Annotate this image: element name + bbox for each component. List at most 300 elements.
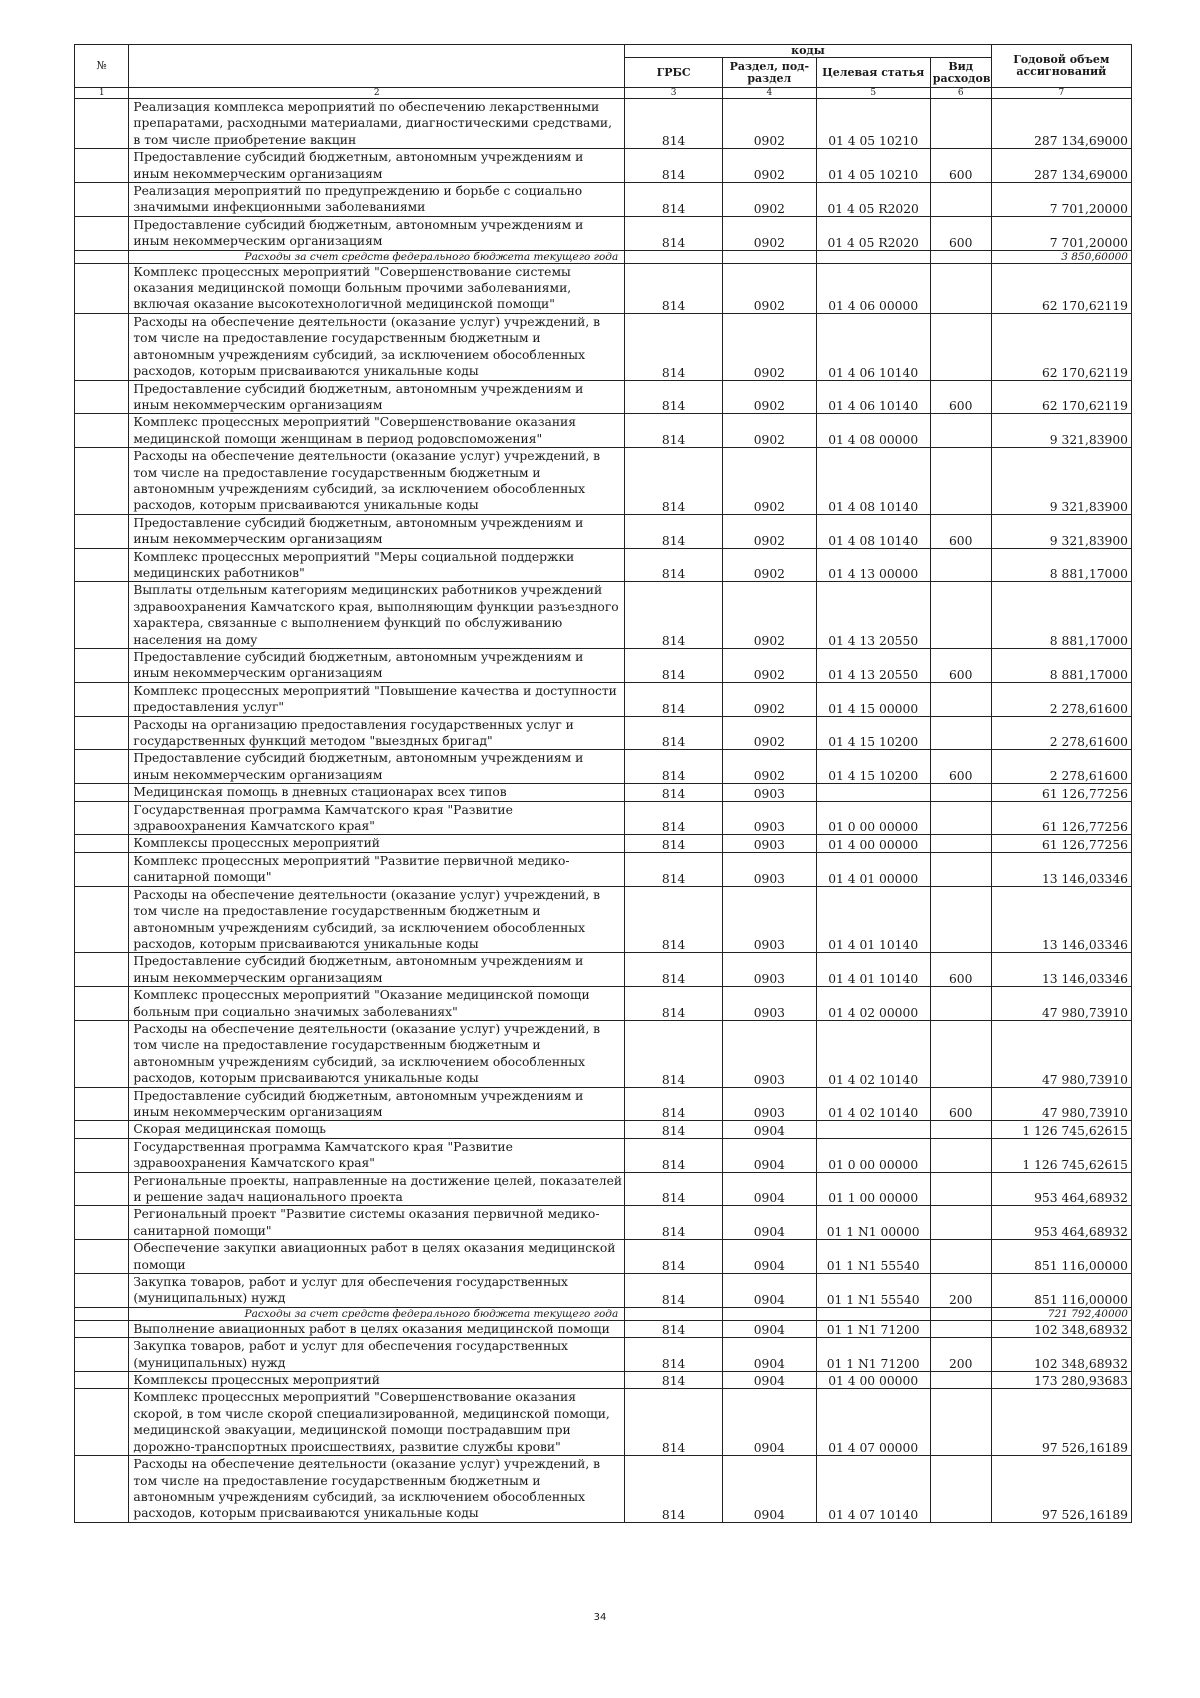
row-amount: 721 792,40000 (991, 1307, 1131, 1320)
row-kind (930, 1138, 991, 1172)
col-target-header: Целевая статья (816, 58, 930, 88)
row-description: Предоставление субсидий бюджетным, автономным учреждениям и иным некоммерческим организациям (129, 953, 625, 987)
row-kind (930, 1020, 991, 1087)
row-amount: 9 321,83900 (991, 514, 1131, 548)
row-target: 01 4 06 10140 (816, 313, 930, 380)
row-grbs: 814 (625, 313, 723, 380)
row-number-cell (75, 750, 129, 784)
row-section: 0902 (723, 649, 817, 683)
row-kind: 600 (930, 149, 991, 183)
row-grbs: 814 (625, 1372, 723, 1389)
row-target (816, 1121, 930, 1138)
table-row (75, 263, 1132, 313)
row-target: 01 4 13 20550 (816, 582, 930, 649)
row-number-cell (75, 801, 129, 835)
row-target: 01 4 07 00000 (816, 1389, 930, 1456)
row-target: 01 0 00 00000 (816, 801, 930, 835)
row-grbs: 814 (625, 1240, 723, 1274)
table-row (75, 1320, 1132, 1337)
table-row (75, 1372, 1132, 1389)
row-number-cell (75, 682, 129, 716)
row-amount: 61 126,77256 (991, 784, 1131, 801)
row-number-cell (75, 1372, 129, 1389)
table-row (75, 1274, 1132, 1308)
row-grbs: 814 (625, 380, 723, 414)
table-row (75, 886, 1132, 953)
table-row (75, 514, 1132, 548)
row-number-cell (75, 548, 129, 582)
row-section: 0903 (723, 801, 817, 835)
row-amount: 953 464,68932 (991, 1172, 1131, 1206)
row-amount: 62 170,62119 (991, 263, 1131, 313)
row-grbs: 814 (625, 1020, 723, 1087)
table-row (75, 1020, 1132, 1087)
row-amount: 8 881,17000 (991, 582, 1131, 649)
table-row (75, 1456, 1132, 1523)
row-grbs: 814 (625, 414, 723, 448)
row-section: 0902 (723, 548, 817, 582)
col-annual-header: Годовой объем ассигнований (991, 45, 1131, 88)
row-kind: 600 (930, 216, 991, 250)
row-kind: 600 (930, 649, 991, 683)
table-row (75, 1389, 1132, 1456)
row-number-cell (75, 380, 129, 414)
row-description: Региональный проект "Развитие системы оказания первичной медико-санитарной помощи" (129, 1206, 625, 1240)
row-number-cell (75, 1456, 129, 1523)
row-target: 01 4 08 10140 (816, 448, 930, 515)
row-description: Комплекс процессных мероприятий "Развитие первичной медико-санитарной помощи" (129, 852, 625, 886)
row-grbs: 814 (625, 216, 723, 250)
row-amount: 953 464,68932 (991, 1206, 1131, 1240)
row-section: 0902 (723, 263, 817, 313)
row-description: Выплаты отдельным категориям медицинских работников учреждений здравоохранения Камчатского края, выполняющим функции разъездного характера, связанные с выполнением функций по обслуживанию населения на дому (129, 582, 625, 649)
row-amount: 102 348,68932 (991, 1320, 1131, 1337)
row-description: Расходы за счет средств федерального бюджета текущего года (129, 250, 625, 263)
row-number-cell (75, 514, 129, 548)
row-grbs: 814 (625, 750, 723, 784)
row-number-cell (75, 835, 129, 852)
row-kind (930, 1307, 991, 1320)
row-number-cell (75, 582, 129, 649)
row-description: Предоставление субсидий бюджетным, автономным учреждениям и иным некоммерческим организациям (129, 216, 625, 250)
row-description: Реализация мероприятий по предупреждению и борьбе с социально значимыми инфекционными заболеваниями (129, 183, 625, 217)
row-number-cell (75, 784, 129, 801)
row-section: 0903 (723, 852, 817, 886)
row-kind: 600 (930, 1087, 991, 1121)
row-kind (930, 263, 991, 313)
row-description: Расходы на обеспечение деятельности (оказание услуг) учреждений, в том числе на предоставление государственным бюджетным и автономным учреждениям субсидий, за исключением обособленных расходов, которым присваиваются уникальные коды (129, 313, 625, 380)
row-section: 0904 (723, 1138, 817, 1172)
row-kind: 600 (930, 514, 991, 548)
row-grbs: 814 (625, 1274, 723, 1308)
row-kind (930, 1389, 991, 1456)
row-description: Предоставление субсидий бюджетным, автономным учреждениям и иным некоммерческим организациям (129, 514, 625, 548)
row-section: 0903 (723, 1087, 817, 1121)
row-section: 0904 (723, 1338, 817, 1372)
row-target: 01 1 N1 71200 (816, 1338, 930, 1372)
row-number-cell (75, 99, 129, 149)
budget-table (74, 44, 1132, 1523)
row-amount: 3 850,60000 (991, 250, 1131, 263)
row-number-cell (75, 263, 129, 313)
table-row (75, 1240, 1132, 1274)
row-target: 01 4 05 R2020 (816, 183, 930, 217)
row-grbs: 814 (625, 1172, 723, 1206)
row-target (816, 784, 930, 801)
row-grbs: 814 (625, 448, 723, 515)
row-number-cell (75, 1206, 129, 1240)
table-row (75, 682, 1132, 716)
row-amount: 47 980,73910 (991, 1020, 1131, 1087)
row-description: Комплексы процессных мероприятий (129, 835, 625, 852)
row-grbs: 814 (625, 514, 723, 548)
col-section-header: Раздел, под-раздел (723, 58, 817, 88)
row-target: 01 4 08 00000 (816, 414, 930, 448)
row-grbs: 814 (625, 183, 723, 217)
row-grbs: 814 (625, 649, 723, 683)
row-description: Предоставление субсидий бюджетным, автономным учреждениям и иным некоммерческим организациям (129, 649, 625, 683)
budget-table-sheet (74, 44, 1132, 1523)
row-kind (930, 784, 991, 801)
row-grbs: 814 (625, 582, 723, 649)
row-section: 0902 (723, 149, 817, 183)
row-grbs: 814 (625, 1206, 723, 1240)
row-grbs: 814 (625, 953, 723, 987)
row-amount: 62 170,62119 (991, 380, 1131, 414)
row-grbs: 814 (625, 987, 723, 1021)
row-amount: 62 170,62119 (991, 313, 1131, 380)
row-number-cell (75, 1389, 129, 1456)
row-section: 0903 (723, 1020, 817, 1087)
col-number-7: 7 (991, 88, 1131, 99)
row-description: Региональные проекты, направленные на достижение целей, показателей и решение задач национального проекта (129, 1172, 625, 1206)
row-number-cell (75, 1338, 129, 1372)
row-kind (930, 1320, 991, 1337)
col-number-2: 2 (129, 88, 625, 99)
row-grbs: 814 (625, 1320, 723, 1337)
row-number-cell (75, 448, 129, 515)
row-section (723, 1307, 817, 1320)
row-target: 01 4 00 00000 (816, 1372, 930, 1389)
row-grbs: 814 (625, 548, 723, 582)
row-description: Комплексы процессных мероприятий (129, 1372, 625, 1389)
col-desc-header (129, 45, 625, 88)
row-section (723, 250, 817, 263)
row-number-cell (75, 886, 129, 953)
page-number: 34 (593, 1612, 607, 1623)
row-number-cell (75, 414, 129, 448)
row-section: 0904 (723, 1121, 817, 1138)
row-kind (930, 801, 991, 835)
row-target: 01 4 01 10140 (816, 953, 930, 987)
row-amount: 851 116,00000 (991, 1274, 1131, 1308)
row-kind (930, 548, 991, 582)
row-target: 01 4 06 00000 (816, 263, 930, 313)
row-grbs: 814 (625, 784, 723, 801)
row-description: Расходы на обеспечение деятельности (оказание услуг) учреждений, в том числе на предоставление государственным бюджетным и автономным учреждениям субсидий, за исключением обособленных расходов, которым присваиваются уникальные коды (129, 1020, 625, 1087)
row-kind (930, 1456, 991, 1523)
row-grbs: 814 (625, 852, 723, 886)
row-section: 0902 (723, 448, 817, 515)
row-section: 0904 (723, 1240, 817, 1274)
row-description: Предоставление субсидий бюджетным, автономным учреждениям и иным некоммерческим организациям (129, 750, 625, 784)
row-amount: 97 526,16189 (991, 1389, 1131, 1456)
row-amount: 1 126 745,62615 (991, 1121, 1131, 1138)
row-section: 0904 (723, 1389, 817, 1456)
row-target: 01 4 15 10200 (816, 750, 930, 784)
row-kind (930, 414, 991, 448)
row-kind (930, 987, 991, 1021)
table-row (75, 380, 1132, 414)
row-section: 0902 (723, 99, 817, 149)
row-description: Комплекс процессных мероприятий "Совершенствование оказания скорой, в том числе скорой специализированной, медицинской помощи, медицинской эвакуации, медицинской помощи пострадавшим при дорожно-транспортных происшествиях, развитие службы крови" (129, 1389, 625, 1456)
row-target: 01 4 06 10140 (816, 380, 930, 414)
row-grbs: 814 (625, 886, 723, 953)
row-target: 01 4 05 10210 (816, 149, 930, 183)
row-section: 0903 (723, 886, 817, 953)
row-section: 0904 (723, 1320, 817, 1337)
row-target: 01 4 13 20550 (816, 649, 930, 683)
row-grbs: 814 (625, 1087, 723, 1121)
row-section: 0902 (723, 582, 817, 649)
row-number-cell (75, 250, 129, 263)
row-section: 0904 (723, 1172, 817, 1206)
row-amount: 9 321,83900 (991, 448, 1131, 515)
federal-budget-row (75, 250, 1132, 263)
row-description: Закупка товаров, работ и услуг для обеспечения государственных (муниципальных) нужд (129, 1338, 625, 1372)
row-kind (930, 886, 991, 953)
row-grbs: 814 (625, 716, 723, 750)
row-target: 01 4 08 10140 (816, 514, 930, 548)
row-description: Комплекс процессных мероприятий "Повышение качества и доступности предоставления услуг" (129, 682, 625, 716)
row-amount: 851 116,00000 (991, 1240, 1131, 1274)
row-amount: 97 526,16189 (991, 1456, 1131, 1523)
row-target: 01 4 01 10140 (816, 886, 930, 953)
row-grbs: 814 (625, 1389, 723, 1456)
row-amount: 173 280,93683 (991, 1372, 1131, 1389)
row-grbs: 814 (625, 682, 723, 716)
row-amount: 61 126,77256 (991, 801, 1131, 835)
row-kind (930, 183, 991, 217)
row-target (816, 250, 930, 263)
row-kind (930, 716, 991, 750)
col-number-5: 5 (816, 88, 930, 99)
table-row (75, 835, 1132, 852)
row-target: 01 4 02 10140 (816, 1087, 930, 1121)
row-amount: 7 701,20000 (991, 183, 1131, 217)
row-section: 0902 (723, 313, 817, 380)
row-description: Комплекс процессных мероприятий "Оказание медицинской помощи больным при социально значимых заболеваниях" (129, 987, 625, 1021)
row-section: 0904 (723, 1274, 817, 1308)
row-kind (930, 835, 991, 852)
row-target: 01 4 00 00000 (816, 835, 930, 852)
col-number-4: 4 (723, 88, 817, 99)
col-kind-header: Вид расходов (930, 58, 991, 88)
row-number-cell (75, 1240, 129, 1274)
table-row (75, 852, 1132, 886)
table-row (75, 1338, 1132, 1372)
row-section: 0904 (723, 1456, 817, 1523)
table-row (75, 1138, 1132, 1172)
row-target: 01 4 05 R2020 (816, 216, 930, 250)
col-number-6: 6 (930, 88, 991, 99)
table-row (75, 1206, 1132, 1240)
table-row (75, 216, 1132, 250)
row-kind (930, 448, 991, 515)
row-section: 0902 (723, 414, 817, 448)
col-number-1: 1 (75, 88, 129, 99)
col-no-header: № (75, 45, 129, 88)
row-amount: 102 348,68932 (991, 1338, 1131, 1372)
row-number-cell (75, 1172, 129, 1206)
row-number-cell (75, 1307, 129, 1320)
row-section: 0903 (723, 784, 817, 801)
row-amount: 8 881,17000 (991, 548, 1131, 582)
row-number-cell (75, 953, 129, 987)
row-description: Комплекс процессных мероприятий "Совершенствование оказания медицинской помощи женщинам в период родовспоможения" (129, 414, 625, 448)
row-amount: 61 126,77256 (991, 835, 1131, 852)
row-section: 0902 (723, 216, 817, 250)
row-grbs: 814 (625, 801, 723, 835)
row-amount: 2 278,61600 (991, 750, 1131, 784)
row-target: 01 1 N1 55540 (816, 1240, 930, 1274)
row-amount: 2 278,61600 (991, 682, 1131, 716)
codes-header: коды (625, 45, 991, 58)
row-amount: 9 321,83900 (991, 414, 1131, 448)
row-description: Расходы на организацию предоставления государственных услуг и государственных функций методом "выездных бригад" (129, 716, 625, 750)
row-section: 0902 (723, 750, 817, 784)
col-grbs-header: ГРБС (625, 58, 723, 88)
row-kind (930, 99, 991, 149)
row-kind (930, 313, 991, 380)
table-row (75, 548, 1132, 582)
row-number-cell (75, 852, 129, 886)
table-row (75, 649, 1132, 683)
row-amount: 287 134,69000 (991, 149, 1131, 183)
row-number-cell (75, 649, 129, 683)
row-number-cell (75, 716, 129, 750)
row-description: Выполнение авиационных работ в целях оказания медицинской помощи (129, 1320, 625, 1337)
row-target: 01 1 N1 55540 (816, 1274, 930, 1308)
row-kind: 600 (930, 380, 991, 414)
row-number-cell (75, 313, 129, 380)
row-grbs (625, 1307, 723, 1320)
row-grbs: 814 (625, 263, 723, 313)
row-amount: 13 146,03346 (991, 953, 1131, 987)
row-target: 01 1 00 00000 (816, 1172, 930, 1206)
row-number-cell (75, 1087, 129, 1121)
table-row (75, 582, 1132, 649)
table-row (75, 784, 1132, 801)
row-amount: 287 134,69000 (991, 99, 1131, 149)
row-target: 01 4 02 10140 (816, 1020, 930, 1087)
row-target: 01 4 15 00000 (816, 682, 930, 716)
row-number-cell (75, 216, 129, 250)
row-kind: 600 (930, 750, 991, 784)
table-row (75, 750, 1132, 784)
table-row (75, 448, 1132, 515)
row-grbs: 814 (625, 149, 723, 183)
row-amount: 13 146,03346 (991, 852, 1131, 886)
row-section: 0903 (723, 835, 817, 852)
table-row (75, 183, 1132, 217)
table-row (75, 1087, 1132, 1121)
row-kind (930, 1372, 991, 1389)
row-section: 0904 (723, 1372, 817, 1389)
row-description: Реализация комплекса мероприятий по обеспечению лекарственными препаратами, расходными материалами, диагностическими средствами, в том числе приобретение вакцин (129, 99, 625, 149)
row-kind (930, 1121, 991, 1138)
row-description: Обеспечение закупки авиационных работ в целях оказания медицинской помощи (129, 1240, 625, 1274)
row-description: Скорая медицинская помощь (129, 1121, 625, 1138)
row-description: Расходы на обеспечение деятельности (оказание услуг) учреждений, в том числе на предоставление государственным бюджетным и автономным учреждениям субсидий, за исключением обособленных расходов, которым присваиваются уникальные коды (129, 886, 625, 953)
col-number-3: 3 (625, 88, 723, 99)
row-kind: 600 (930, 953, 991, 987)
row-target: 01 4 05 10210 (816, 99, 930, 149)
row-description: Медицинская помощь в дневных стационарах всех типов (129, 784, 625, 801)
row-description: Предоставление субсидий бюджетным, автономным учреждениям и иным некоммерческим организациям (129, 1087, 625, 1121)
row-section: 0902 (723, 514, 817, 548)
row-target: 01 4 15 10200 (816, 716, 930, 750)
row-kind: 200 (930, 1274, 991, 1308)
row-target: 01 0 00 00000 (816, 1138, 930, 1172)
row-target (816, 1307, 930, 1320)
table-body (75, 99, 1132, 1523)
table-row (75, 1121, 1132, 1138)
table-row (75, 716, 1132, 750)
row-kind (930, 682, 991, 716)
row-amount: 47 980,73910 (991, 1087, 1131, 1121)
row-description: Предоставление субсидий бюджетным, автономным учреждениям и иным некоммерческим организациям (129, 149, 625, 183)
row-section: 0902 (723, 183, 817, 217)
row-amount: 7 701,20000 (991, 216, 1131, 250)
row-target: 01 1 N1 00000 (816, 1206, 930, 1240)
row-section: 0902 (723, 682, 817, 716)
row-kind (930, 1172, 991, 1206)
row-target: 01 4 07 10140 (816, 1456, 930, 1523)
row-kind (930, 852, 991, 886)
table-row (75, 313, 1132, 380)
row-number-cell (75, 1138, 129, 1172)
table-row (75, 801, 1132, 835)
row-section: 0902 (723, 716, 817, 750)
row-description: Расходы на обеспечение деятельности (оказание услуг) учреждений, в том числе на предоставление государственным бюджетным и автономным учреждениям субсидий, за исключением обособленных расходов, которым присваиваются уникальные коды (129, 1456, 625, 1523)
row-number-cell (75, 987, 129, 1021)
row-amount: 8 881,17000 (991, 649, 1131, 683)
row-grbs: 814 (625, 1138, 723, 1172)
table-row (75, 1172, 1132, 1206)
row-grbs: 814 (625, 1338, 723, 1372)
row-amount: 13 146,03346 (991, 886, 1131, 953)
table-row (75, 414, 1132, 448)
table-row (75, 149, 1132, 183)
row-grbs: 814 (625, 1456, 723, 1523)
row-kind (930, 1240, 991, 1274)
row-target: 01 4 13 00000 (816, 548, 930, 582)
row-description: Расходы на обеспечение деятельности (оказание услуг) учреждений, в том числе на предоставление государственным бюджетным и автономным учреждениям субсидий, за исключением обособленных расходов, которым присваиваются уникальные коды (129, 448, 625, 515)
row-grbs (625, 250, 723, 263)
row-description: Комплекс процессных мероприятий "Меры социальной поддержки медицинских работников" (129, 548, 625, 582)
row-kind: 200 (930, 1338, 991, 1372)
row-kind (930, 582, 991, 649)
row-section: 0903 (723, 953, 817, 987)
row-grbs: 814 (625, 99, 723, 149)
row-description: Расходы за счет средств федерального бюджета текущего года (129, 1307, 625, 1320)
row-description: Государственная программа Камчатского края "Развитие здравоохранения Камчатского края" (129, 1138, 625, 1172)
row-number-cell (75, 183, 129, 217)
row-grbs: 814 (625, 1121, 723, 1138)
table-row (75, 99, 1132, 149)
federal-budget-row (75, 1307, 1132, 1320)
